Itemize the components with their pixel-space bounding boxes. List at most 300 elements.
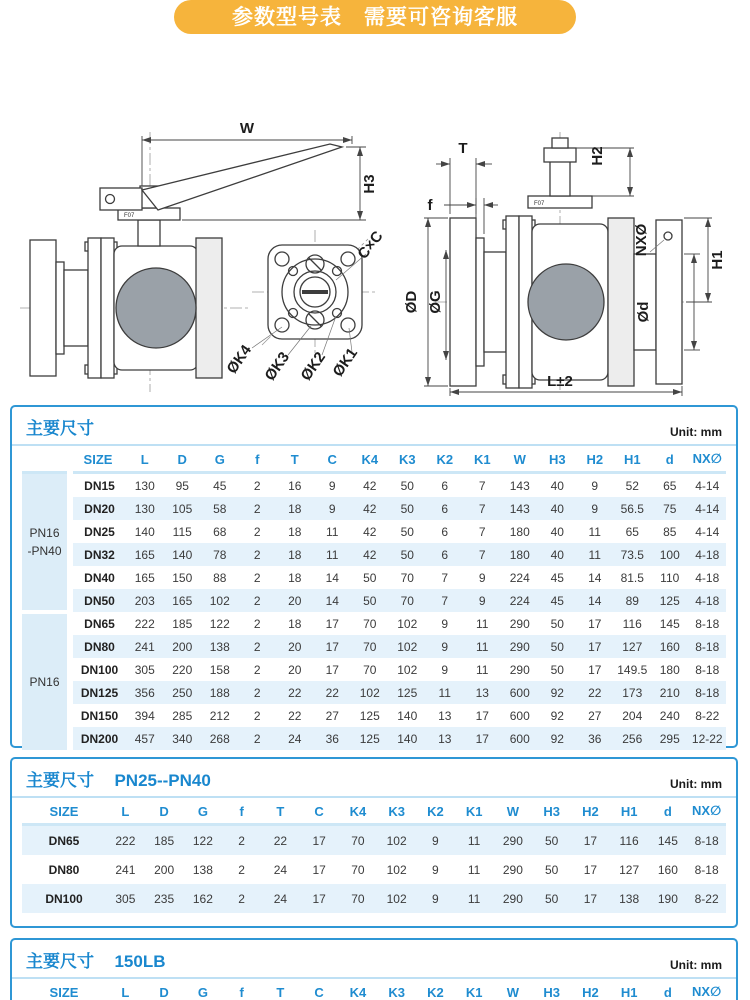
size-cell: DN50 (84, 593, 115, 608)
value-cell: 70 (363, 639, 377, 654)
dim-l-label: L±2 (547, 373, 573, 390)
value-cell: 11 (326, 524, 339, 539)
column-header: W (494, 979, 533, 1000)
value-cell: 116 (619, 833, 639, 848)
value-cell: 145 (657, 833, 678, 848)
value-cell: 14 (588, 570, 602, 585)
table-row (22, 612, 726, 635)
value-cell: 394 (134, 708, 155, 723)
value-cell: 14 (325, 593, 339, 608)
dim-h1-label: H1 (709, 250, 726, 270)
value-cell: 6 (441, 501, 449, 516)
size-cell: DN150 (80, 708, 119, 723)
value-cell: 14 (588, 593, 602, 608)
column-header: K2 (416, 979, 455, 1000)
value-cell: 45 (550, 570, 564, 585)
value-cell: 204 (622, 708, 643, 723)
value-cell: 102 (386, 891, 407, 906)
k1-label: ØK1 (329, 344, 362, 380)
value-cell: 8-22 (695, 708, 720, 723)
value-cell: 8-22 (694, 891, 719, 906)
value-cell: 180 (659, 662, 680, 677)
column-header: NX∅ (687, 979, 726, 1000)
value-cell: 122 (209, 616, 230, 631)
value-cell: 145 (659, 616, 680, 631)
column-header: f (239, 446, 277, 473)
dim-w-label: W (239, 120, 255, 137)
value-cell: 18 (288, 570, 302, 585)
value-cell: 125 (397, 685, 418, 700)
value-cell: 70 (363, 662, 377, 677)
table-row (22, 855, 726, 884)
value-cell: 305 (134, 662, 155, 677)
value-cell: 8-18 (695, 662, 720, 677)
value-cell: 600 (509, 708, 530, 723)
value-cell: 2 (238, 833, 245, 848)
value-cell: 7 (478, 524, 486, 539)
value-cell: 81.5 (620, 570, 644, 585)
size-cell: DN25 (84, 524, 115, 539)
value-cell: 102 (386, 833, 407, 848)
value-cell: 17 (588, 616, 602, 631)
value-cell: 200 (172, 639, 193, 654)
value-cell: 240 (659, 708, 680, 723)
value-cell: 188 (209, 685, 230, 700)
value-cell: 17 (588, 639, 602, 654)
value-cell: 11 (467, 891, 481, 906)
size-cell: DN100 (80, 662, 119, 677)
value-cell: 295 (659, 731, 680, 746)
value-cell: 14 (325, 570, 339, 585)
column-header: G (184, 798, 223, 825)
dim-h2-label: H2 (589, 146, 606, 166)
panel3-title-row (12, 940, 736, 979)
panel3-subtitle: 150LB (114, 952, 166, 971)
value-cell: 2 (253, 570, 261, 585)
value-cell: 125 (359, 708, 380, 723)
value-cell: 24 (288, 731, 302, 746)
value-cell: 42 (363, 524, 377, 539)
value-cell: 85 (663, 524, 677, 539)
value-cell: 20 (288, 593, 302, 608)
column-header: T (276, 446, 314, 473)
value-cell: 2 (253, 708, 261, 723)
value-cell: 241 (115, 862, 136, 877)
value-cell: 50 (544, 833, 559, 848)
dim-t-label: T (458, 140, 468, 157)
value-cell: 50 (544, 862, 559, 877)
value-cell: 58 (213, 501, 227, 516)
value-cell: 140 (397, 731, 418, 746)
value-cell: 290 (509, 639, 530, 654)
value-cell: 70 (351, 891, 365, 906)
dim-g-label: ØG (427, 290, 444, 314)
group-column-header (22, 446, 70, 473)
value-cell: 9 (432, 862, 439, 877)
column-header: d (649, 798, 688, 825)
value-cell: 102 (359, 685, 380, 700)
value-cell: 285 (172, 708, 193, 723)
value-cell: 222 (115, 833, 136, 848)
panel3-unit-label: Unit: mm (670, 958, 722, 972)
column-header: C (314, 446, 352, 473)
value-cell: 2 (253, 547, 261, 562)
pn25-pn40-table (22, 798, 726, 913)
value-cell: 70 (400, 570, 414, 585)
column-header: f (222, 798, 261, 825)
value-cell: 165 (134, 570, 155, 585)
dim-h3-label: H3 (361, 174, 378, 194)
value-cell: 9 (328, 501, 336, 516)
value-cell: 9 (591, 478, 599, 493)
value-cell: 2 (238, 891, 245, 906)
value-cell: 9 (441, 616, 449, 631)
table-row (22, 704, 726, 727)
value-cell: 185 (154, 833, 175, 848)
main-dimensions-table (22, 446, 726, 750)
column-header: H3 (539, 446, 577, 473)
value-cell: 2 (238, 862, 245, 877)
value-cell: 50 (550, 616, 564, 631)
value-cell: 6 (441, 478, 449, 493)
table-row (22, 635, 726, 658)
value-cell: 92 (550, 708, 564, 723)
table-row (22, 658, 726, 681)
value-cell: 7 (478, 501, 486, 516)
value-cell: 11 (476, 639, 489, 654)
table-row (22, 520, 726, 543)
value-cell: 127 (619, 862, 640, 877)
value-cell: 165 (172, 593, 193, 608)
value-cell: 17 (325, 616, 339, 631)
column-header: H1 (614, 446, 652, 473)
value-cell: 20 (288, 639, 302, 654)
panel2-unit-label: Unit: mm (670, 777, 722, 791)
column-header: SIZE (70, 446, 126, 473)
value-cell: 70 (351, 833, 365, 848)
f07-label-side: F07 (124, 213, 135, 219)
value-cell: 290 (509, 662, 530, 677)
value-cell: 40 (550, 547, 564, 562)
value-cell: 4-14 (695, 478, 720, 493)
value-cell: 9 (478, 593, 486, 608)
table-row (22, 727, 726, 750)
size-cell: DN65 (48, 833, 80, 848)
value-cell: 4-18 (695, 570, 720, 585)
column-header: H1 (610, 798, 649, 825)
value-cell: 200 (154, 862, 175, 877)
value-cell: 158 (209, 662, 230, 677)
header-banner (174, 0, 576, 34)
value-cell: 6 (441, 524, 449, 539)
value-cell: 457 (134, 731, 155, 746)
value-cell: 9 (441, 662, 449, 677)
k4-label: ØK4 (223, 341, 256, 377)
column-header: d (651, 446, 689, 473)
value-cell: 290 (502, 862, 523, 877)
value-cell: 180 (509, 524, 530, 539)
column-header: G (184, 979, 223, 1000)
value-cell: 17 (475, 708, 489, 723)
k2-label: ØK2 (297, 348, 330, 384)
value-cell: 9 (432, 833, 439, 848)
column-header: NX∅ (689, 446, 727, 473)
value-cell: 102 (209, 593, 230, 608)
column-header: D (164, 446, 202, 473)
value-cell: 600 (509, 685, 530, 700)
panel1-title-row (12, 407, 736, 446)
value-cell: 8-18 (694, 862, 719, 877)
value-cell: 65 (663, 478, 677, 493)
value-cell: 50 (400, 524, 414, 539)
value-cell: 17 (475, 731, 489, 746)
value-cell: 17 (325, 662, 339, 677)
value-cell: 4-18 (695, 593, 720, 608)
value-cell: 18 (288, 524, 302, 539)
value-cell: 102 (397, 662, 418, 677)
value-cell: 17 (312, 862, 326, 877)
value-cell: 18 (288, 501, 302, 516)
value-cell: 185 (172, 616, 193, 631)
value-cell: 125 (659, 593, 680, 608)
dim-f-label: f (427, 197, 433, 214)
value-cell: 50 (400, 501, 414, 516)
column-header: C (300, 979, 339, 1000)
value-cell: 36 (325, 731, 339, 746)
value-cell: 8-18 (695, 685, 720, 700)
value-cell: 7 (478, 478, 486, 493)
value-cell: 78 (213, 547, 227, 562)
column-header: SIZE (22, 798, 106, 825)
value-cell: 2 (253, 639, 261, 654)
value-cell: 12-22 (691, 731, 723, 746)
value-cell: 11 (476, 662, 489, 677)
dim-d-label: Ød (635, 301, 652, 323)
value-cell: 70 (400, 593, 414, 608)
table-row (22, 497, 726, 520)
value-cell: 11 (476, 616, 489, 631)
value-cell: 105 (172, 501, 193, 516)
value-cell: 11 (588, 524, 601, 539)
value-cell: 356 (134, 685, 155, 700)
group-label: PN16 -PN40 (22, 473, 70, 613)
value-cell: 8-18 (695, 639, 720, 654)
valve-technical-drawing (0, 40, 750, 400)
value-cell: 17 (583, 833, 598, 848)
value-cell: 110 (660, 570, 680, 585)
column-header: d (649, 979, 688, 1000)
value-cell: 92 (550, 685, 564, 700)
f07-label-section: F07 (534, 201, 545, 207)
value-cell: 116 (622, 616, 642, 631)
value-cell: 16 (288, 478, 302, 493)
value-cell: 9 (328, 478, 336, 493)
value-cell: 160 (659, 639, 680, 654)
value-cell: 2 (253, 662, 261, 677)
dim-D-label: ØD (403, 290, 420, 314)
value-cell: 11 (326, 547, 339, 562)
column-header: K3 (377, 798, 416, 825)
value-cell: 11 (467, 833, 481, 848)
column-header: K4 (339, 798, 378, 825)
value-cell: 70 (351, 862, 365, 877)
value-cell: 220 (172, 662, 193, 677)
value-cell: 4-14 (695, 524, 720, 539)
value-cell: 100 (659, 547, 680, 562)
value-cell: 42 (363, 501, 377, 516)
value-cell: 68 (213, 524, 227, 539)
value-cell: 13 (475, 685, 489, 700)
value-cell: 7 (441, 570, 449, 585)
column-header: K4 (339, 979, 378, 1000)
column-header: H1 (610, 979, 649, 1000)
table-row (22, 473, 726, 498)
column-header: T (261, 979, 300, 1000)
value-cell: 140 (397, 708, 418, 723)
group-label: PN16 (22, 612, 70, 750)
value-cell: 50 (363, 570, 377, 585)
value-cell: 122 (192, 833, 213, 848)
value-cell: 18 (288, 547, 302, 562)
value-cell: 8-18 (694, 833, 719, 848)
value-cell: 40 (550, 524, 564, 539)
value-cell: 2 (253, 685, 261, 700)
value-cell: 92 (550, 731, 564, 746)
size-cell: DN65 (84, 616, 115, 631)
value-cell: 290 (509, 616, 530, 631)
panel3-title: 主要尺寸 (26, 952, 94, 971)
value-cell: 290 (502, 833, 523, 848)
value-cell: 224 (509, 570, 530, 585)
value-cell: 27 (325, 708, 339, 723)
column-header: K2 (426, 446, 464, 473)
value-cell: 600 (509, 731, 530, 746)
table-row (22, 825, 726, 856)
panel2-title-row (12, 759, 736, 798)
size-cell: DN20 (84, 501, 115, 516)
value-cell: 138 (209, 639, 230, 654)
value-cell: 40 (550, 501, 564, 516)
value-cell: 235 (154, 891, 175, 906)
value-cell: 4-14 (695, 501, 720, 516)
value-cell: 9 (478, 570, 486, 585)
k3-label: ØK3 (261, 348, 294, 384)
column-header: H3 (532, 979, 571, 1000)
value-cell: 268 (209, 731, 230, 746)
value-cell: 50 (550, 639, 564, 654)
value-cell: 2 (253, 501, 261, 516)
column-header: W (501, 446, 539, 473)
value-cell: 45 (550, 593, 564, 608)
table-row (22, 589, 726, 612)
value-cell: 102 (397, 616, 418, 631)
value-cell: 11 (467, 862, 481, 877)
value-cell: 22 (588, 685, 602, 700)
value-cell: 22 (288, 685, 302, 700)
value-cell: 36 (588, 731, 602, 746)
panel2-title: 主要尺寸 (26, 771, 94, 790)
nxd-label: NXØ (633, 223, 650, 257)
column-header: L (106, 979, 145, 1000)
value-cell: 52 (625, 478, 639, 493)
size-cell: DN200 (80, 731, 119, 746)
value-cell: 11 (588, 547, 601, 562)
value-cell: 9 (441, 639, 449, 654)
value-cell: 7 (441, 593, 449, 608)
column-header: K4 (351, 446, 389, 473)
column-header: C (300, 798, 339, 825)
value-cell: 65 (625, 524, 639, 539)
column-header: T (261, 798, 300, 825)
value-cell: 138 (619, 891, 640, 906)
column-header: D (145, 798, 184, 825)
value-cell: 140 (172, 547, 193, 562)
value-cell: 125 (359, 731, 380, 746)
column-header: H2 (571, 798, 610, 825)
value-cell: 130 (134, 478, 155, 493)
column-header: SIZE (22, 979, 106, 1000)
value-cell: 17 (588, 662, 602, 677)
value-cell: 73.5 (620, 547, 644, 562)
value-cell: 241 (134, 639, 155, 654)
panel-150lb (10, 938, 738, 1000)
main-dimensions-panel (10, 405, 738, 748)
size-cell: DN15 (84, 478, 115, 493)
value-cell: 4-18 (695, 547, 720, 562)
value-cell: 190 (657, 891, 678, 906)
banner-text: 参数型号表 需要可咨询客服 (232, 6, 518, 29)
value-cell: 88 (213, 570, 227, 585)
size-cell: DN100 (45, 891, 83, 906)
section-view (403, 132, 726, 396)
value-cell: 140 (134, 524, 155, 539)
value-cell: 89 (625, 593, 639, 608)
pn25-pn40-panel (10, 757, 738, 928)
value-cell: 42 (363, 478, 377, 493)
value-cell: 24 (273, 891, 288, 906)
value-cell: 162 (192, 891, 213, 906)
value-cell: 2 (253, 478, 261, 493)
value-cell: 22 (325, 685, 339, 700)
value-cell: 2 (253, 731, 261, 746)
panel2-subtitle: PN25--PN40 (114, 771, 211, 790)
value-cell: 27 (588, 708, 602, 723)
value-cell: 13 (438, 708, 452, 723)
value-cell: 143 (509, 501, 530, 516)
value-cell: 20 (288, 662, 302, 677)
value-cell: 17 (325, 639, 339, 654)
value-cell: 50 (550, 662, 564, 677)
value-cell: 127 (622, 639, 643, 654)
value-cell: 22 (288, 708, 302, 723)
value-cell: 50 (400, 478, 414, 493)
table-row (22, 681, 726, 704)
value-cell: 22 (273, 833, 288, 848)
column-header: f (222, 979, 261, 1000)
column-header: K2 (416, 798, 455, 825)
value-cell: 250 (172, 685, 193, 700)
value-cell: 9 (591, 501, 599, 516)
value-cell: 160 (657, 862, 678, 877)
value-cell: 138 (192, 862, 213, 877)
value-cell: 305 (115, 891, 136, 906)
size-cell: DN40 (84, 570, 115, 585)
value-cell: 173 (622, 685, 643, 700)
column-header: NX∅ (687, 798, 726, 825)
value-cell: 42 (363, 547, 377, 562)
value-cell: 256 (622, 731, 643, 746)
column-header: L (126, 446, 164, 473)
